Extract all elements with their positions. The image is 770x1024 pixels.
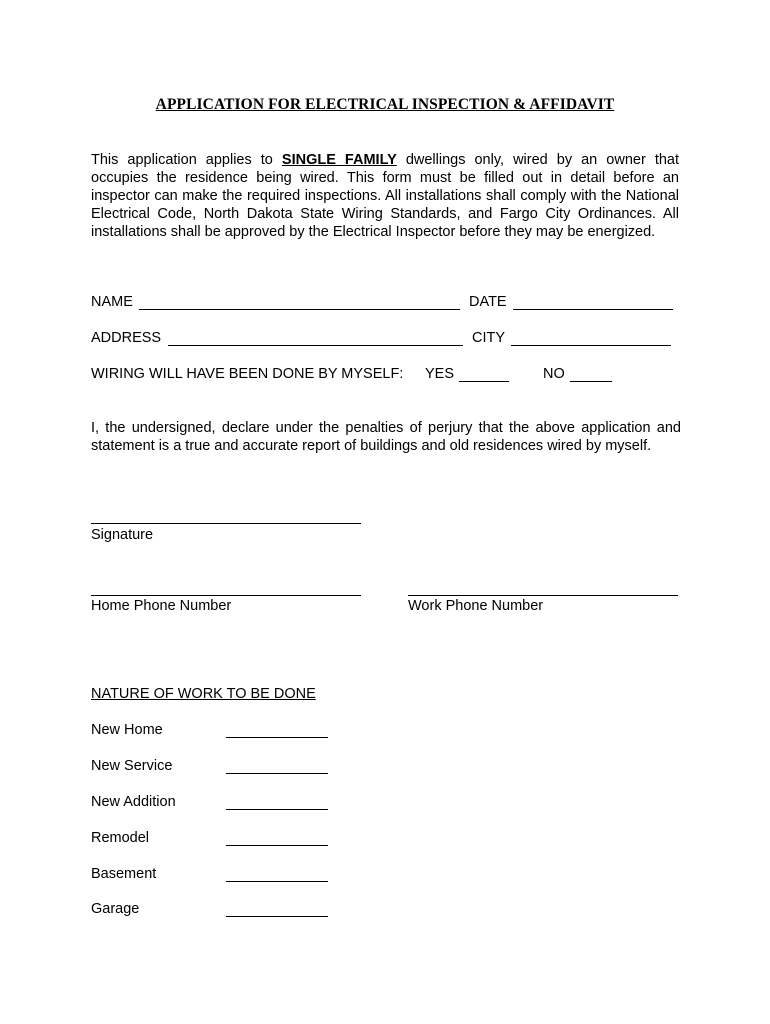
intro-text-end: dwellings only, wired by an owner that occupies the residence being wired. This form must be filled out in detail before an inspector can make the required inspections. All installations shall comply with the National Electrical Code, North Dakota State Wiring Standards, and Fargo City Ordinances. All installations shall be approved by the Electrical Inspector before they may be energized. (91, 152, 680, 240)
name-date-row (91, 294, 681, 314)
work-item-label: Remodel (91, 830, 150, 846)
nature-of-work-heading: NATURE OF WORK TO BE DONE (91, 686, 316, 702)
address-field[interactable] (168, 345, 463, 346)
wiring-label: WIRING WILL HAVE BEEN DONE BY MYSELF: (91, 366, 404, 382)
name-label: NAME (91, 294, 133, 310)
work-item-field[interactable] (226, 916, 328, 917)
work-item-new-addition (91, 794, 331, 814)
work-item-remodel (91, 830, 331, 850)
intro-text-start: This application applies to (91, 152, 282, 168)
yes-label: YES (425, 366, 455, 382)
no-field[interactable] (570, 381, 612, 382)
yes-field[interactable] (459, 381, 509, 382)
work-phone-line[interactable] (408, 595, 678, 596)
work-item-label: New Service (91, 758, 173, 774)
work-item-field[interactable] (226, 773, 328, 774)
work-item-new-service (91, 758, 331, 778)
work-item-new-home (91, 722, 331, 742)
wiring-row (91, 366, 681, 386)
work-item-field[interactable] (226, 737, 328, 738)
no-label: NO (543, 366, 565, 382)
date-field[interactable] (513, 309, 673, 310)
work-item-label: New Home (91, 722, 163, 738)
address-city-row (91, 330, 681, 350)
work-item-field[interactable] (226, 881, 328, 882)
home-phone-line[interactable] (91, 595, 361, 596)
city-label: CITY (472, 330, 506, 346)
work-item-label: New Addition (91, 794, 176, 810)
signature-line[interactable] (91, 523, 361, 524)
work-item-field[interactable] (226, 809, 328, 810)
single-family-emphasis: SINGLE FAMILY (281, 152, 397, 168)
intro-paragraph (91, 151, 679, 241)
work-phone-label: Work Phone Number (408, 598, 544, 614)
declaration-paragraph: I, the undersigned, declare under the penalties of perjury that the above application and statement is a true and accurate report of buildings and old residences wired by myself. (91, 420, 681, 454)
date-label: DATE (469, 294, 507, 310)
work-item-garage (91, 901, 331, 921)
signature-label: Signature (91, 527, 154, 543)
address-label: ADDRESS (91, 330, 162, 346)
work-item-label: Basement (91, 866, 157, 882)
name-field[interactable] (139, 309, 460, 310)
form-title: APPLICATION FOR ELECTRICAL INSPECTION & AFFIDAVIT (155, 96, 615, 113)
work-item-field[interactable] (226, 845, 328, 846)
work-item-label: Garage (91, 901, 140, 917)
home-phone-label: Home Phone Number (91, 598, 232, 614)
city-field[interactable] (511, 345, 671, 346)
work-item-basement (91, 866, 331, 886)
